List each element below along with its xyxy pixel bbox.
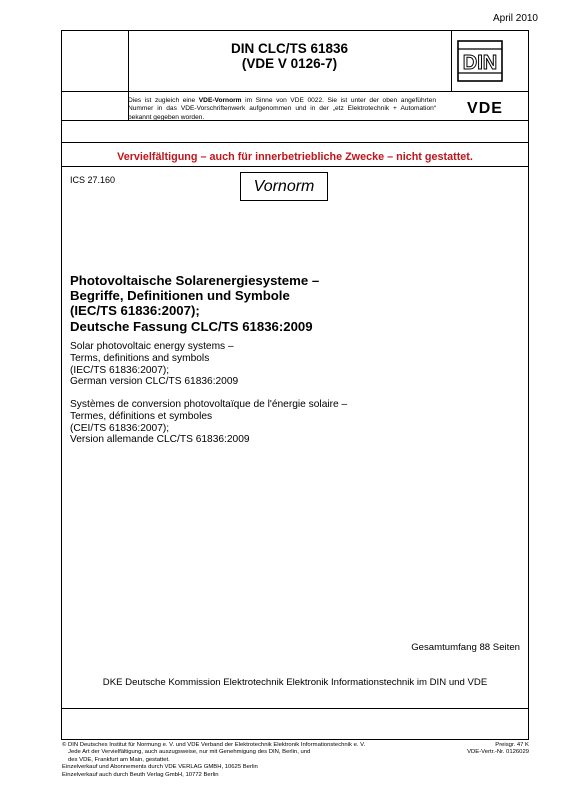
notice-text-2: im Sinne von VDE 0022. Sie ist unter der oben angeführten Nummer in das VDE-Vorschriftenwerk aufgenommen und in der „etz Elektrotechnik + Automation“ bekannt gegeben worden.	[128, 97, 436, 121]
title-german-line: (IEC/TS 61836:2007);	[70, 303, 200, 319]
header-rule	[62, 91, 528, 92]
title-english	[70, 341, 238, 388]
copyright-line: Jede Art der Vervielfältigung, auch auszugsweise, nur mit Genehmigung des DIN, Berlin, und	[68, 749, 311, 756]
title-german-line: Deutsche Fassung CLC/TS 61836:2009	[70, 318, 313, 334]
notice-bold-term: VDE-Vornorm	[198, 97, 242, 104]
price-group: Preisgr. 47 K	[495, 742, 529, 748]
issue-date: April 2010	[492, 13, 538, 24]
title-french-line: Systèmes de conversion photovoltaïque de l'énergie solaire –	[70, 399, 348, 410]
cover-frame	[61, 30, 529, 740]
din-logo-text: DIN	[462, 52, 498, 74]
dke-line: DKE Deutsche Kommission Elektrotechnik Elektronik Informationstechnik im DIN und VDE	[102, 677, 488, 688]
footer-rule	[62, 708, 528, 709]
document-status-box: Vornorm	[240, 172, 328, 201]
title-german-line: Photovoltaische Solarenergiesysteme –	[70, 273, 320, 288]
copyright-line: Einzelverkauf auch durch Beuth Verlag GmbH, 10772 Berlin	[62, 771, 219, 778]
title-german-line: Begriffe, Definitionen und Symbole	[70, 288, 290, 304]
vde-order-number: VDE-Vertr.-Nr. 0126029	[467, 749, 529, 756]
copyright-footer	[62, 742, 365, 779]
vde-logo-text: VDE	[467, 100, 503, 114]
price-footer	[467, 742, 529, 757]
copyright-line: © DIN Deutsches Institut für Normung e. V. und VDE Verband der Elektrotechnik Elektronik Informationstechnik e. V.	[62, 742, 366, 748]
ics-code: ICS 27.160	[70, 175, 116, 185]
reproduction-notice: Vervielfältigung – auch für innerbetriebliche Zwecke – nicht gestattet.	[117, 151, 473, 163]
copy-rule-bottom	[62, 166, 528, 167]
header-divider-right	[451, 31, 452, 91]
title-english-line: Terms, definitions and symbols	[70, 352, 210, 364]
title-french-line: Version allemande CLC/TS 61836:2009	[70, 434, 250, 446]
vde-logo	[452, 100, 518, 114]
title-english-line: German version CLC/TS 61836:2009	[70, 376, 239, 388]
copy-rule-top	[62, 142, 528, 143]
total-pages: Gesamtumfang 88 Seiten	[411, 642, 520, 653]
title-french	[70, 399, 347, 446]
standard-number: DIN CLC/TS 61836	[230, 41, 349, 56]
din-logo	[457, 40, 503, 82]
title-french-line: Termes, définitions et symboles	[70, 410, 213, 422]
vde-number: (VDE V 0126-7)	[241, 56, 338, 71]
title-english-line: Solar photovoltaic energy systems –	[70, 341, 234, 352]
copyright-line: Einzelverkauf und Abonnements durch VDE VERLAG GMBH, 10625 Berlin	[62, 764, 258, 771]
title-french-line: (CEI/TS 61836:2007);	[70, 422, 170, 434]
title-english-line: (IEC/TS 61836:2007);	[70, 364, 170, 376]
copyright-line: des VDE, Frankfurt am Main, gestattet.	[68, 756, 170, 763]
vde-prestandard-notice	[128, 97, 436, 122]
notice-text-1: Dies ist zugleich eine	[128, 97, 199, 104]
title-german	[70, 273, 319, 334]
